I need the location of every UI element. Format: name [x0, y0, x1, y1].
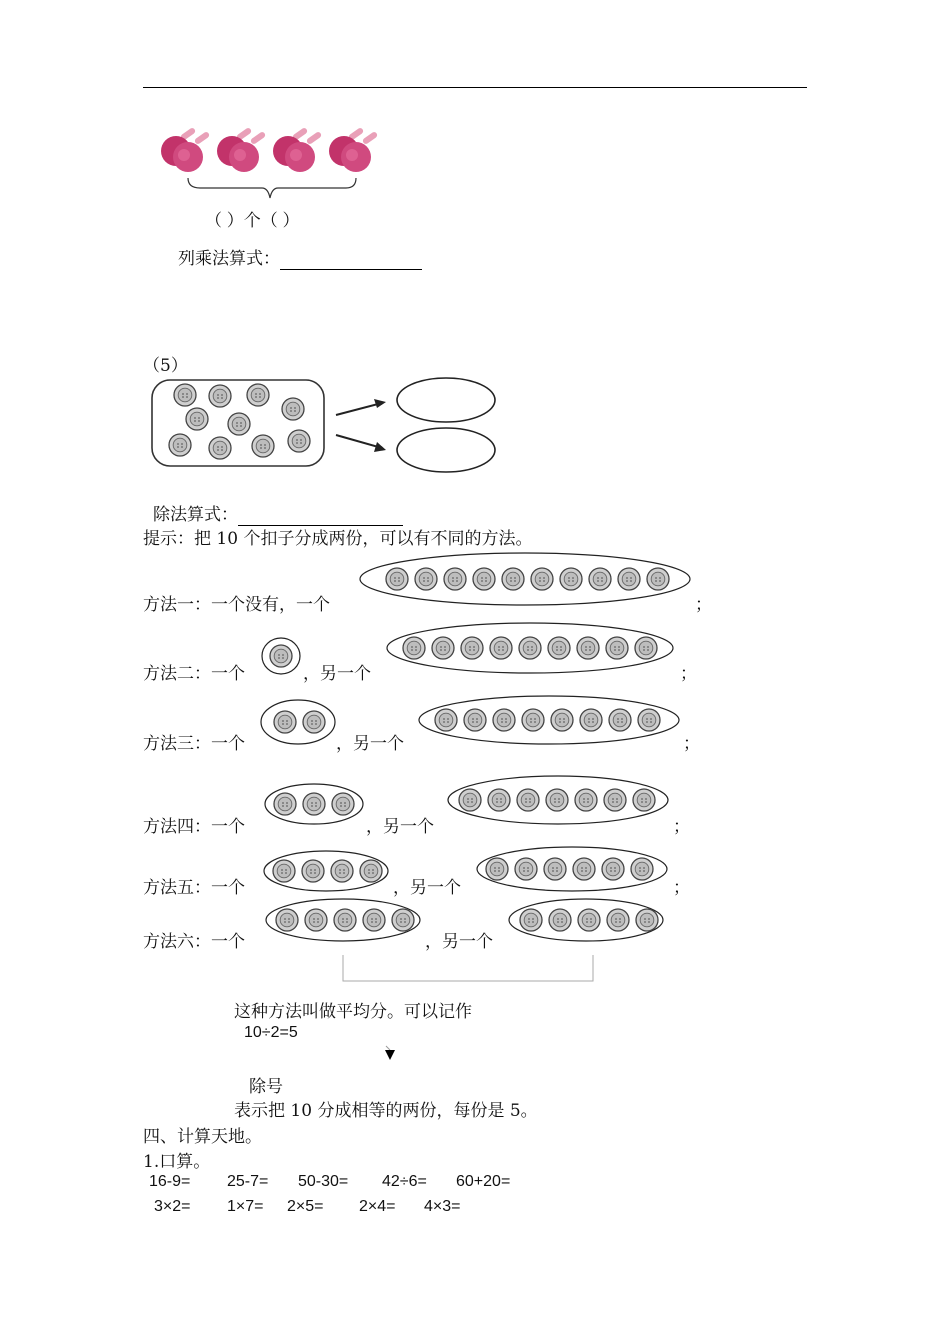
button-icon — [305, 909, 327, 931]
button-icon — [331, 860, 353, 882]
button-icon — [609, 709, 631, 731]
button-icon — [360, 860, 382, 882]
button-icon — [548, 637, 570, 659]
section-title: 四、计算天地。 — [143, 1127, 262, 1147]
method-4-prefix: 方法四：一个 — [143, 817, 245, 837]
button-icon — [515, 858, 537, 880]
button-icon — [274, 711, 296, 733]
button-icon — [575, 789, 597, 811]
button-icon — [551, 709, 573, 731]
button-icon — [303, 711, 325, 733]
button-icon — [444, 568, 466, 590]
button-icon — [490, 637, 512, 659]
button-icon — [531, 568, 553, 590]
method-4-end: ； — [673, 817, 690, 837]
button-icon — [631, 858, 653, 880]
button-icon — [302, 860, 324, 882]
button-icon — [334, 909, 356, 931]
method-5-prefix: 方法五：一个 — [143, 878, 245, 898]
method-6-prefix: 方法六：一个 — [143, 932, 245, 952]
method-6-mid: ，另一个 — [425, 932, 493, 952]
arrow-line — [386, 1046, 390, 1050]
button-icon — [573, 858, 595, 880]
button-icon — [636, 909, 658, 931]
button-icon — [461, 637, 483, 659]
button-icon — [363, 909, 385, 931]
button-icon — [604, 789, 626, 811]
oral-calc-row2-item: 1×7= — [227, 1198, 264, 1215]
oral-calc-row2-item: 2×4= — [359, 1198, 396, 1215]
button-icon — [273, 860, 295, 882]
method-2-mid: ，另一个 — [303, 664, 371, 684]
button-icon — [635, 637, 657, 659]
button-icon — [502, 568, 524, 590]
button-icon — [392, 909, 414, 931]
section-subtitle: 1.口算。 — [143, 1152, 211, 1172]
oral-calc-row2-item: 3×2= — [154, 1198, 191, 1215]
button-icon — [403, 637, 425, 659]
button-icon — [602, 858, 624, 880]
bracket-connector — [343, 955, 593, 981]
button-icon — [488, 789, 510, 811]
method-3-prefix: 方法三：一个 — [143, 734, 245, 754]
method-1-prefix: 方法一：一个没有，一个 — [143, 595, 330, 615]
explain-line1: 这种方法叫做平均分。可以记作 — [234, 1002, 472, 1022]
button-icon — [638, 709, 660, 731]
oral-calc-row1-item: 42÷6= — [382, 1173, 427, 1190]
button-icon — [386, 568, 408, 590]
button-icon — [486, 858, 508, 880]
button-icon — [274, 793, 296, 815]
button-icon — [577, 637, 599, 659]
paddles-blank-label: （ ）个（ ） — [205, 211, 300, 230]
oral-calc-row1-item: 60+20= — [456, 1173, 511, 1190]
button-icon — [473, 568, 495, 590]
button-icon — [647, 568, 669, 590]
method-2-end: ； — [680, 664, 697, 684]
oral-calc-row2-item: 4×3= — [424, 1198, 461, 1215]
explain-equation: 10÷2=5 — [244, 1024, 298, 1041]
button-icon — [578, 909, 600, 931]
problem-number: （5） — [143, 356, 188, 376]
button-icon — [607, 909, 629, 931]
button-icon — [464, 709, 486, 731]
oral-calc-row1-item: 16-9= — [149, 1173, 191, 1190]
button-icon — [589, 568, 611, 590]
button-icon — [549, 909, 571, 931]
division-sign-label: 除号 — [249, 1077, 283, 1097]
method-2-prefix: 方法二：一个 — [143, 664, 245, 684]
method-1-end: ； — [695, 595, 712, 615]
division-formula-label: 除法算式： — [153, 505, 238, 525]
method-5-end: ； — [673, 878, 690, 898]
button-icon — [606, 637, 628, 659]
button-icon — [580, 709, 602, 731]
button-icon — [459, 789, 481, 811]
method-3-mid: ，另一个 — [336, 734, 404, 754]
button-icon — [276, 909, 298, 931]
button-icon — [519, 637, 541, 659]
down-arrow-icon — [385, 1050, 395, 1060]
button-icon — [546, 789, 568, 811]
button-icon — [618, 568, 640, 590]
button-icon — [435, 709, 457, 731]
button-icon — [415, 568, 437, 590]
button-icon — [560, 568, 582, 590]
button-icon — [493, 709, 515, 731]
method-4-mid: ，另一个 — [366, 817, 434, 837]
hint-text: 提示：把 10 个扣子分成两份，可以有不同的方法。 — [143, 529, 533, 549]
explain-line2: 表示把 10 分成相等的两份，每份是 5。 — [234, 1101, 538, 1121]
multiplication-formula-label: 列乘法算式： — [178, 249, 280, 268]
button-icon — [522, 709, 544, 731]
method-3-end: ； — [683, 734, 700, 754]
oral-calc-row1-item: 50-30= — [298, 1173, 349, 1190]
button-icon — [432, 637, 454, 659]
button-icon — [544, 858, 566, 880]
button-icon — [520, 909, 542, 931]
oral-calc-row2-item: 2×5= — [287, 1198, 324, 1215]
button-icon — [303, 793, 325, 815]
button-icon — [332, 793, 354, 815]
button-icon — [270, 645, 292, 667]
button-icon — [633, 789, 655, 811]
oral-calc-row1-item: 25-7= — [227, 1173, 269, 1190]
method-5-mid: ，另一个 — [393, 878, 461, 898]
button-icon — [517, 789, 539, 811]
